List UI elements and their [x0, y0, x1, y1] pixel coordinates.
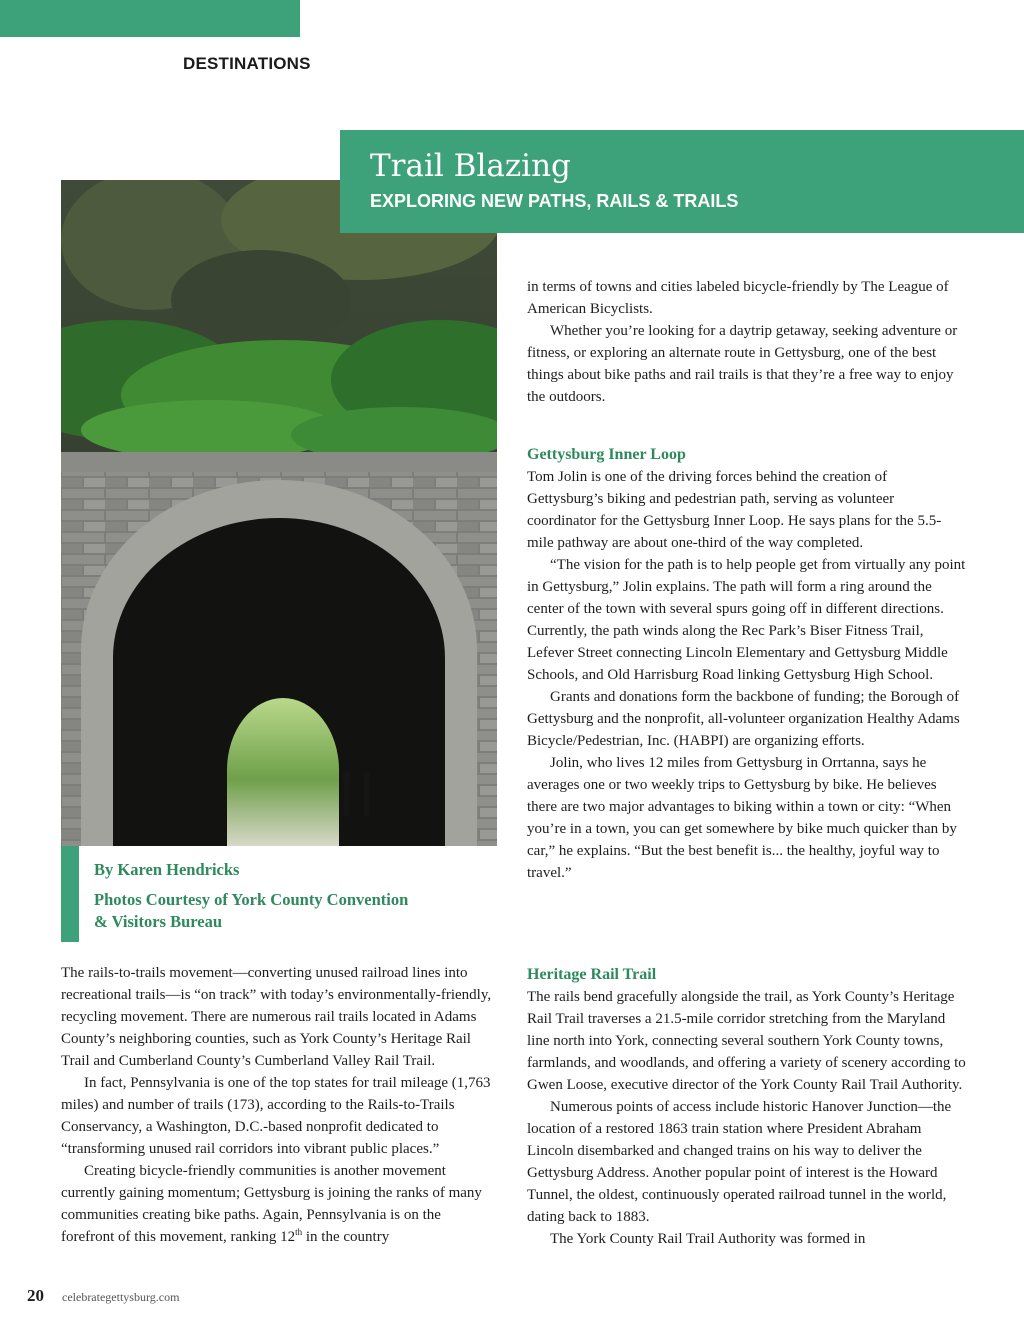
paragraph-text: Creating bicycle-friendly communities is another movement currently gaining momentum; Gettysburg is joining the ranks of many communities creating bike paths. Again, Pennsylvania is on the forefront of this movement, ranking 12 — [61, 1163, 482, 1245]
paragraph: Whether you’re looking for a daytrip getaway, seeking adventure or fitness, or exploring an alternate route in Gettysburg, one of the best things about bike paths and rail trails is that they’re a free way to enjoy the outdoors. — [527, 323, 958, 405]
page-number: 20 — [27, 1286, 44, 1305]
inner-loop-section — [527, 444, 967, 884]
tunnel-photo — [61, 180, 497, 846]
byline: By Karen Hendricks — [94, 860, 240, 879]
paragraph: The rails bend gracefully alongside the trail, as York County’s Heritage Rail Trail traverses a 21.5-mile corridor stretching from the Maryland line north into York, connecting several southern York County towns, farmlands, and woodlands, and offering a variety of scenery according to Gwen Loose, executive director of the York County Rail Trail Authority. — [527, 989, 966, 1093]
title-banner — [340, 130, 1024, 233]
section-label: DESTINATIONS — [183, 54, 311, 73]
page-subtitle: EXPLORING NEW PATHS, RAILS & TRAILS — [370, 191, 739, 211]
site-url: celebrategettysburg.com — [62, 1290, 180, 1304]
heritage-rail-section — [527, 964, 967, 1250]
paragraph-text: in the country — [302, 1229, 390, 1245]
page-title: Trail Blazing — [370, 148, 571, 184]
paragraph: The rails-to-trails movement—converting unused railroad lines into recreational trails—is “on track” with today’s environmentally-friendly, recycling movement. There are numerous rail trails located in Adams County’s neighboring counties, such as York County’s Heritage Rail Trail and Cumberland County’s Cumberland Valley Rail Trail. — [61, 965, 492, 1069]
photo-credit-line2: & Visitors Bureau — [94, 912, 223, 931]
paragraph — [61, 1160, 497, 1248]
article-column-left — [61, 962, 497, 1248]
paragraph: Grants and donations form the backbone of funding; the Borough of Gettysburg and the nonprofit, all-volunteer organization Healthy Adams Bicycle/Pedestrian, Inc. (HABPI) are organizing efforts. — [527, 689, 960, 749]
article-column-right-top — [527, 276, 967, 408]
photo-credit-line1: Photos Courtesy of York County Convention — [94, 890, 409, 909]
credits-block — [61, 846, 497, 942]
section-heading: Heritage Rail Trail — [527, 966, 657, 983]
credits-accent-bar — [61, 846, 79, 942]
paragraph: Numerous points of access include historic Hanover Junction—the location of a restored 1863 train station where President Abraham Lincoln disembarked and changed trains on his way to deliver the Gettysburg Address. Another popular point of interest is the Howard Tunnel, the oldest, continuously operated railroad tunnel in the world, dating back to 1883. — [527, 1099, 952, 1225]
paragraph: Jolin, who lives 12 miles from Gettysburg in Orrtanna, says he averages one or two weekly trips to Gettysburg by bike. He believes there are two major advantages to biking within a town or city: “When you’re in a town, you can get somewhere by bike much quicker than by car,” he explains. “But the best benefit is... the healthy, joyful way to travel.” — [527, 755, 957, 881]
paragraph: Tom Jolin is one of the driving forces behind the creation of Gettysburg’s biking and pedestrian path, serving as volunteer coordinator for the Gettysburg Inner Loop. He says plans for the 5.5-mile pathway are about one-third of the way completed. — [527, 469, 942, 551]
paragraph: The York County Rail Trail Authority was formed in — [550, 1231, 866, 1247]
superscript: th — [295, 1227, 303, 1237]
paragraph: “The vision for the path is to help people get from virtually any point in Gettysburg,” Jolin explains. The path will form a ring around the center of the town with several spurs going off in different directions. Currently, the path winds along the Rec Park’s Biser Fitness Trail, Lefever Street connecting Lincoln Elementary and Gettysburg Middle Schools, and Old Harrisburg Road linking Gettysburg High School. — [527, 557, 966, 683]
paragraph: in terms of towns and cities labeled bicycle-friendly by The League of American Bicyclists. — [527, 279, 949, 317]
paragraph: In fact, Pennsylvania is one of the top states for trail mileage (1,763 miles) and number of trails (173), according to the Rails-to-Trails Conservancy, a Washington, D.C.-based nonprofit dedicated to “transforming unused rail corridors into vibrant public places.” — [61, 1075, 491, 1157]
section-heading: Gettysburg Inner Loop — [527, 446, 686, 463]
top-accent-bar — [0, 0, 300, 37]
